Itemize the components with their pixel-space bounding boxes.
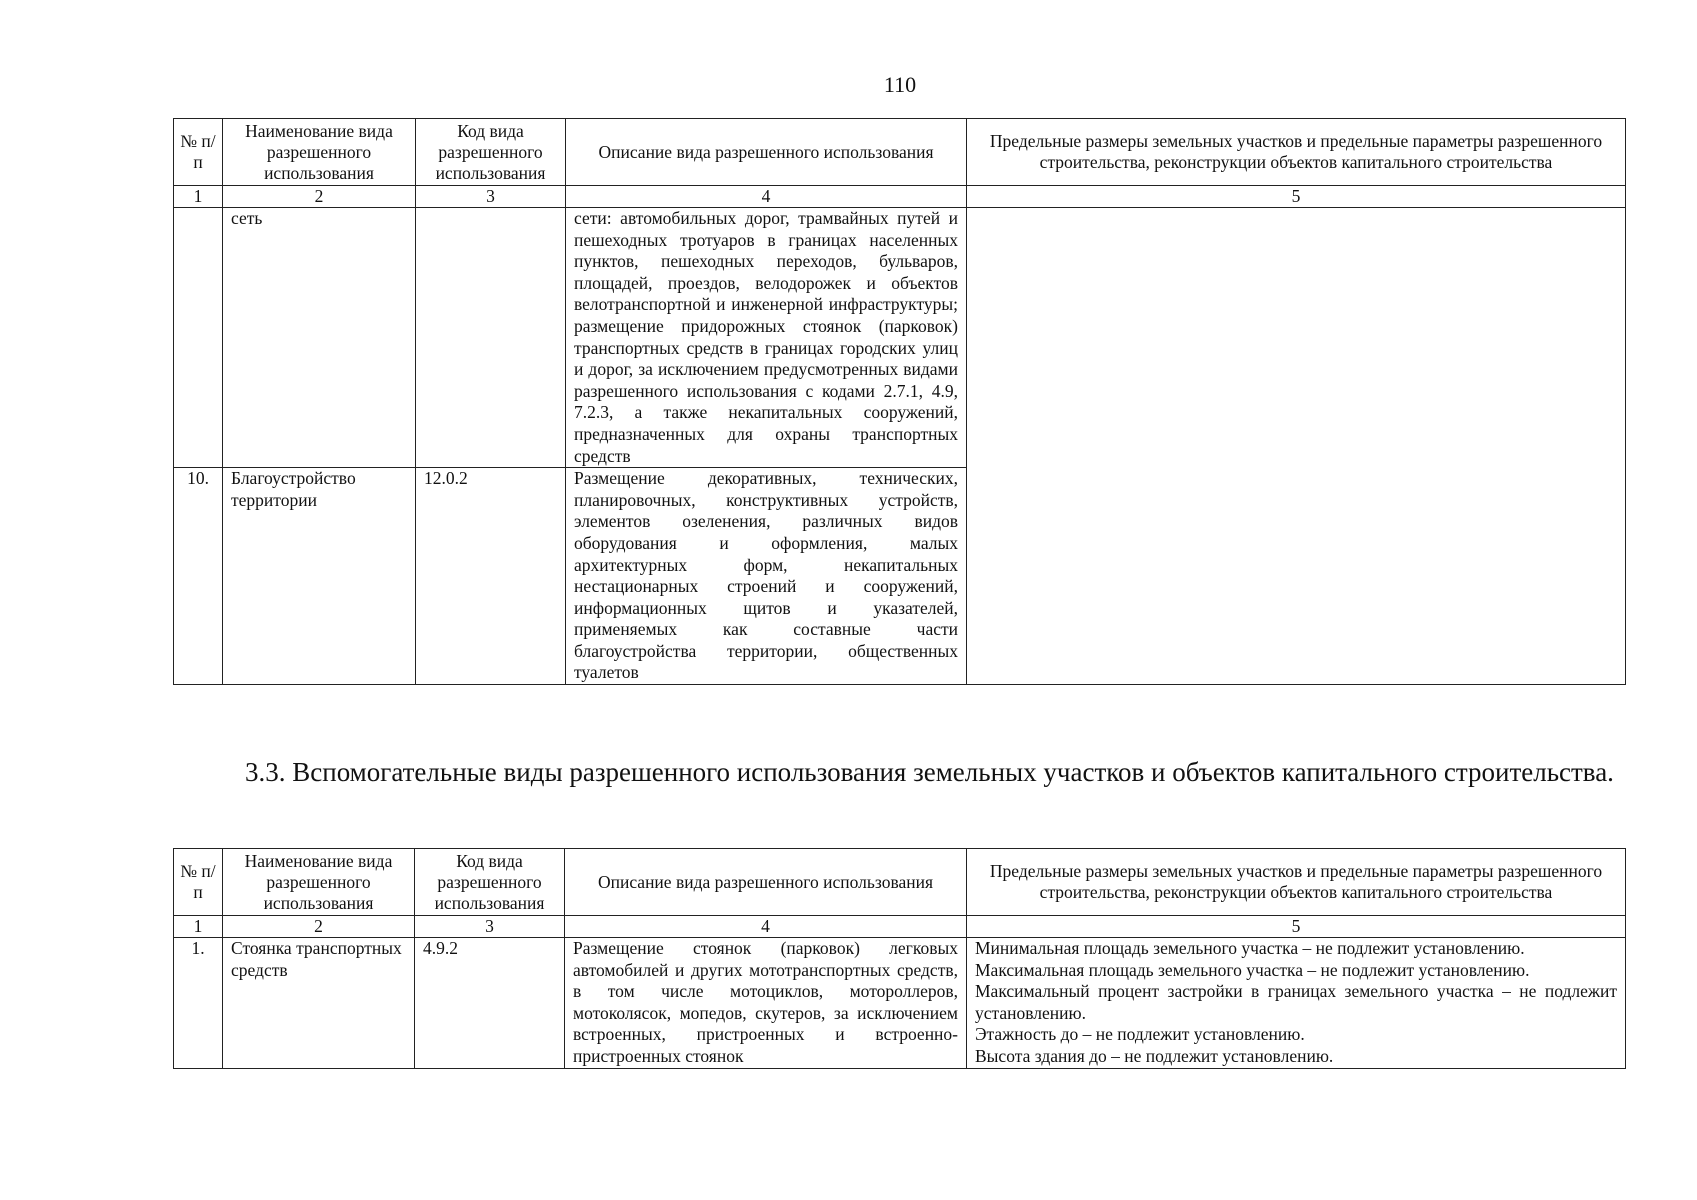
column-number-row — [174, 186, 1626, 208]
column-number: 5 — [967, 916, 1626, 938]
row-num — [174, 208, 223, 468]
page-number: 110 — [883, 72, 917, 97]
header-description: Описание вида разрешенного использования — [565, 849, 967, 916]
header-limits: Предельные размеры земельных участков и предельные параметры разрешенного строительства, реконструкции объектов капитального строительства — [967, 849, 1626, 916]
row-code: 12.0.2 — [416, 468, 566, 685]
row-code: 4.9.2 — [415, 938, 565, 1069]
header-name: Наименование вида разрешенного использования — [223, 849, 415, 916]
header-num: № п/п — [174, 119, 223, 186]
limit-line: Высота здания до – не подлежит установлению. — [975, 1045, 1334, 1066]
limit-line: Максимальная площадь земельного участка – не подлежит установлению. — [975, 959, 1530, 980]
header-name: Наименование вида разрешенного использования — [223, 119, 416, 186]
table-header-row — [174, 119, 1626, 186]
row-code — [416, 208, 566, 468]
row-name: Благоустройство территории — [223, 468, 416, 685]
row-limits — [967, 938, 1626, 1069]
header-description: Описание вида разрешенного использования — [566, 119, 967, 186]
table-row — [174, 208, 1626, 468]
column-number: 5 — [967, 186, 1626, 208]
row-description: Размещение декоративных, технических, планировочных, конструктивных устройств, элементов озеленения, различных видов оборудования и оформления, малых архитектурных форм, некапитальных нестационарных строений и сооружений, информационных щитов и указателей, применяемых как составные части благоустройства территории, общественных туалетов — [566, 468, 967, 685]
section-heading-text: 3.3. Вспомогательные виды разрешенного использования земельных участков и объектов капитального строительства. — [245, 757, 1614, 787]
row-num: 10. — [174, 468, 223, 685]
regulations-table-main — [173, 118, 1626, 685]
header-num: № п/п — [174, 849, 223, 916]
column-number: 2 — [223, 916, 415, 938]
column-number: 2 — [223, 186, 416, 208]
limit-line: Этажность до – не подлежит установлению. — [975, 1024, 1305, 1045]
section-heading — [173, 756, 1625, 788]
column-number: 4 — [565, 916, 967, 938]
column-number-row — [174, 916, 1626, 938]
column-number: 1 — [174, 916, 223, 938]
row-num: 1. — [174, 938, 223, 1069]
row-description: сети: автомобильных дорог, трамвайных путей и пешеходных тротуаров в границах населенных пунктов, пешеходных переходов, бульваров, площадей, проездов, велодорожек и объектов велотранспортной и инженерной инфраструктуры; размещение придорожных стоянок (парковок) транспортных средств в границах городских улиц и дорог, за исключением предусмотренных видами разрешенного использования с кодами 2.7.1, 4.9, 7.2.3, а также некапитальных сооружений, предназначенных для охраны транспортных средств — [566, 208, 967, 468]
column-number: 3 — [416, 186, 566, 208]
column-number: 1 — [174, 186, 223, 208]
limit-line: Минимальная площадь земельного участка – не подлежит установлению. — [975, 938, 1525, 958]
row-description: Размещение стоянок (парковок) легковых автомобилей и других мототранспортных средств, в том числе мотоциклов, мотороллеров, мотоколясок, мопедов, скутеров, за исключением встроенных, пристроенных и встроенно-пристроенных стоянок — [565, 938, 967, 1069]
header-limits: Предельные размеры земельных участков и предельные параметры разрешенного строительства, реконструкции объектов капитального строительства — [967, 119, 1626, 186]
table-header-row — [174, 849, 1626, 916]
regulations-table-auxiliary — [173, 848, 1626, 1069]
header-code: Код вида разрешенного использования — [416, 119, 566, 186]
header-code: Код вида разрешенного использования — [415, 849, 565, 916]
table-row — [174, 938, 1626, 1069]
limit-line: Максимальный процент застройки в границах земельного участка – не подлежит установлению. — [975, 981, 1617, 1023]
row-limits — [967, 208, 1626, 685]
column-number: 3 — [415, 916, 565, 938]
column-number: 4 — [566, 186, 967, 208]
row-name: сеть — [223, 208, 416, 468]
row-name: Стоянка транспортных средств — [223, 938, 415, 1069]
